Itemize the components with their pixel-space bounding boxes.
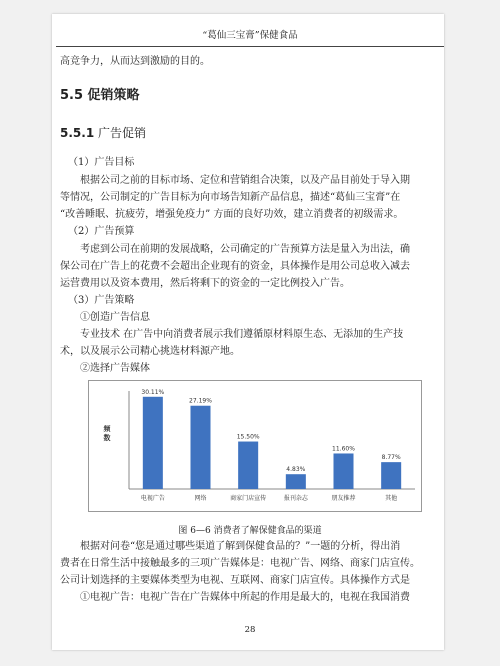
bar-5 [381,462,401,489]
after-line2: 费者在日常生活中接触最多的三项广告媒体是：电视广告、网络、商家门店宣传。 [60,558,420,569]
para3-line2: 术，以及展示公司精心挑选材料源产地。 [60,346,240,357]
bar-1 [190,406,210,489]
bar-value-label-2: 15.50% [236,433,260,441]
para1-line1: 根据公司之前的目标市场、定位和营销组合决策，以及产品目前处于导入期 [80,175,410,186]
running-header: “葛仙三宝膏”保健食品 [56,26,444,47]
after-line1: 根据对问卷“您是通过哪些渠道了解到保健食品的？”一题的分析，得出消 [80,541,401,552]
x-tick-label-4: 朋友推荐 [331,495,356,502]
after-line3: 公司计划选择的主要媒体类型为电视、互联网、商家门店宣传。具体操作方式是 [60,575,410,586]
para3-sub1: ①创造广告信息 [80,312,150,323]
para2-line3: 运营费用以及资本费用，然后将剩下的资金的一定比例投入广告。 [60,278,350,289]
subsection-label: 广告促销 [98,126,147,140]
subsection-title [60,124,146,141]
para1-line2: 等情况，公司制定的广告目标为向市场告知新产品信息，描述“葛仙三宝膏”在 [60,192,401,203]
para3-sub2: ②选择广告媒体 [80,363,150,374]
figure-caption: 图 6—6 消费者了解保健食品的渠道 [178,526,322,536]
para2-line1: 考虑到公司在前期的发展战略，公司确定的广告预算方法是量入为出法，确 [80,244,410,255]
bar-2 [238,442,258,489]
bar-value-label-1: 27.19% [189,397,212,405]
para2-line2: 保公司在广告上的花费不会超出企业现有的资金，具体操作是用公司总收入减去 [60,261,410,272]
para1-line3: “改善睡眠、抗疲劳，增强免疫力” 方面的良好功效，建立消费者的初级需求。 [60,209,404,220]
y-axis-label: 频数 [103,425,111,442]
para3-heading: （3）广告策略 [68,295,135,306]
media-channel-chart [88,380,422,512]
subsection-number: 5.5.1 [60,126,95,140]
intro-line: 高竞争力，从而达到激励的目的。 [60,56,210,67]
bar-0 [143,397,163,489]
bar-value-label-0: 30.11% [141,388,165,396]
x-tick-label-3: 报刊杂志 [283,495,308,502]
bar-4 [333,453,353,489]
x-tick-label-0: 电视广告 [140,495,165,502]
para2-heading: （2）广告预算 [68,226,135,237]
x-tick-label-5: 其他 [385,495,398,502]
bar-value-label-4: 11.60% [332,445,355,453]
para1-heading: （1）广告目标 [68,157,135,168]
chart-svg [89,381,421,511]
section-title: 5.5 促销策略 [60,88,140,103]
page-number: 28 [244,625,256,635]
x-tick-label-1: 网络 [194,495,207,502]
bar-3 [286,474,306,489]
x-tick-label-2: 商家门店宣传 [230,495,267,502]
para3-line1: 专业技术 在广告中向消费者展示我们遵循原材料原生态、无添加的生产技 [80,329,404,340]
bar-value-label-3: 4.83% [286,466,306,474]
bar-value-label-5: 8.77% [381,454,401,462]
after-line4: ①电视广告：电视广告在广告媒体中所起的作用是最大的，电视在我国消费 [80,592,410,603]
